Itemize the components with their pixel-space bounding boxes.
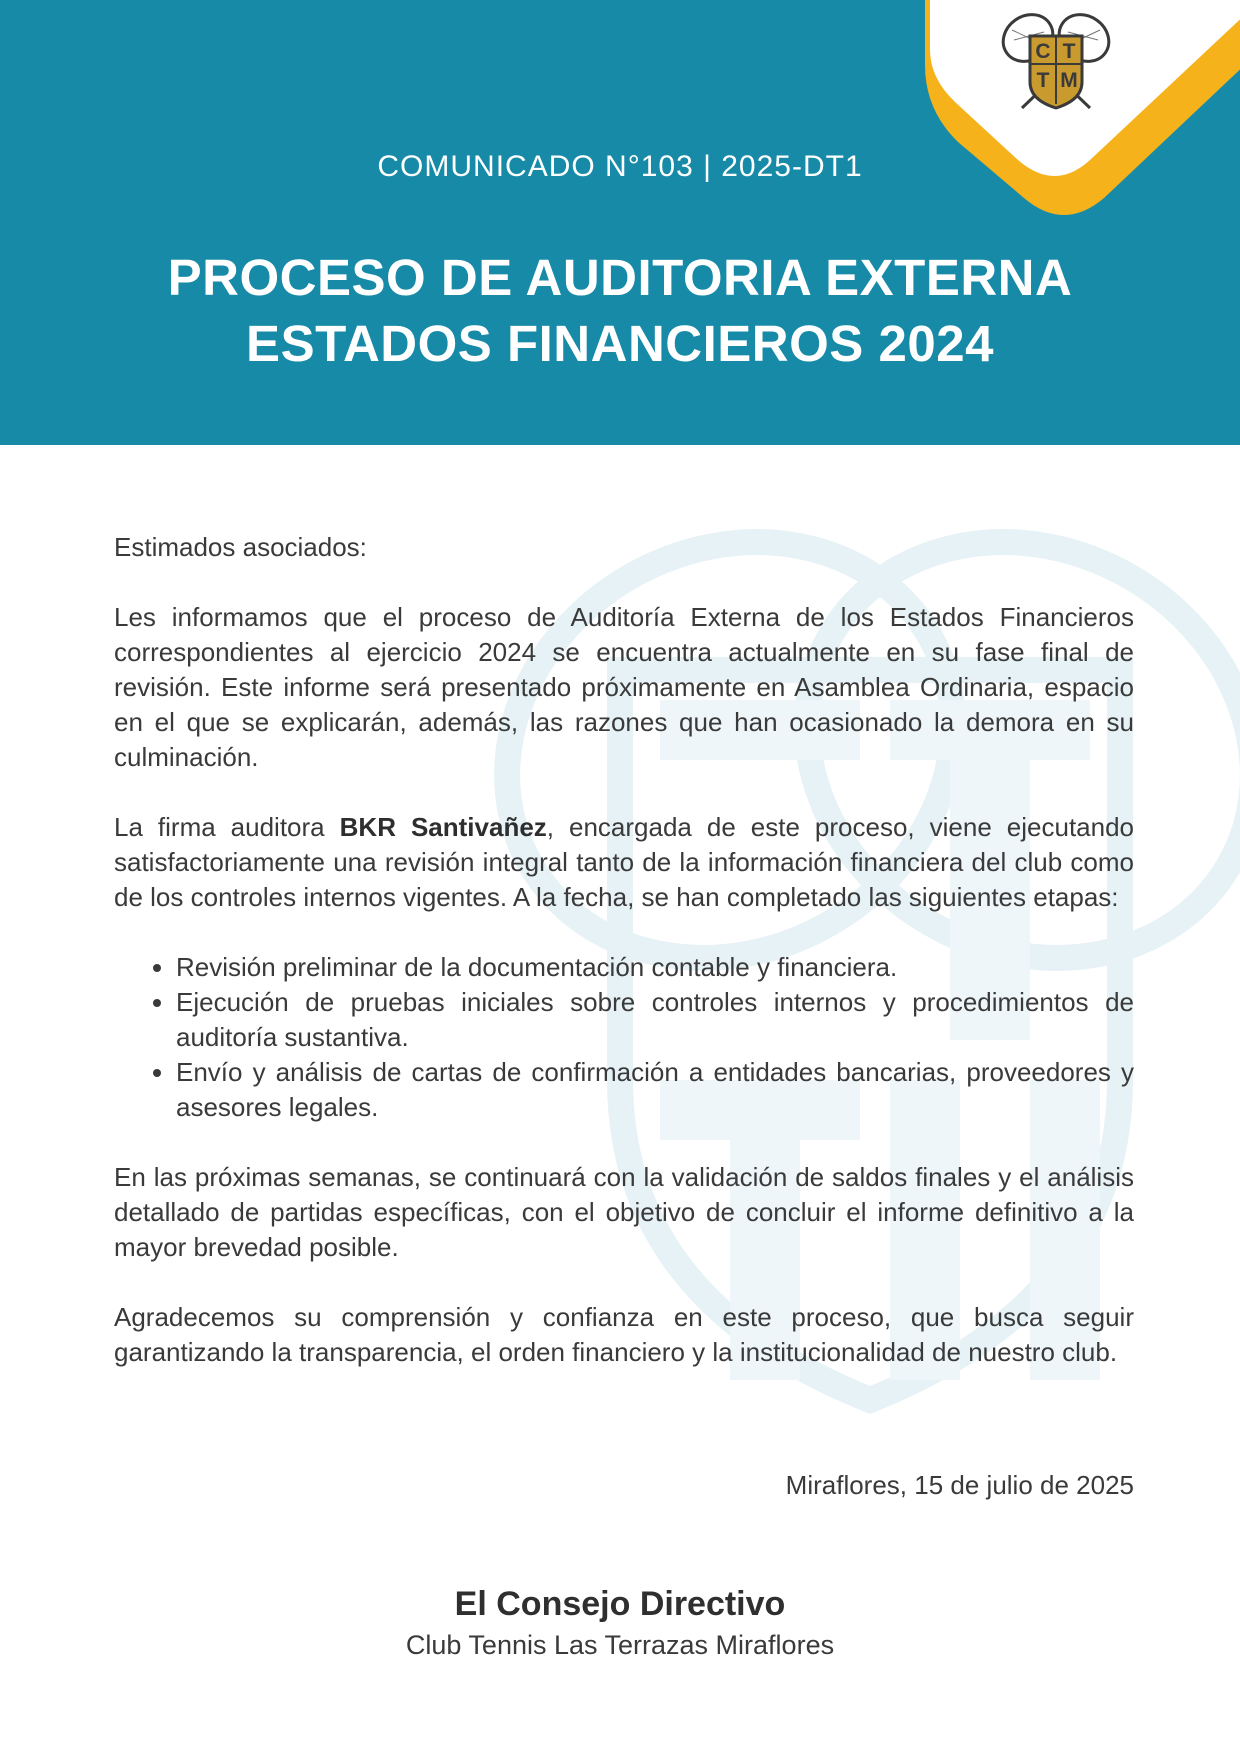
communique-number: COMUNICADO N°103 | 2025-DT1 — [377, 150, 863, 183]
paragraph-intro: Les informamos que el proceso de Auditoría Externa de los Estados Financieros correspondientes al ejercicio 2024 se encuentra actualmente en su fase final de revisión. Este informe será presentado próximamente en Asamblea Ordinaria, espacio en el que se explicarán, además, las razones que han ocasionado la demora en su culminación. — [114, 602, 1134, 772]
paragraph-next-steps: En las próximas semanas, se continuará con la validación de saldos finales y el análisis detallado de partidas específicas, con el objetivo de concluir el informe definitivo a la mayor brevedad posible. — [114, 1162, 1134, 1262]
paragraph-auditor-start: La firma auditora — [114, 812, 340, 842]
auditor-firm-name: BKR Santivañez — [339, 812, 547, 842]
list-item: • Ejecución de pruebas iniciales sobre controles internos y procedimientos de auditoría sustantiva. — [176, 985, 1134, 1055]
club-name: Club Tennis Las Terrazas Miraflores — [405, 1630, 835, 1660]
logo-letter: T — [1062, 40, 1076, 63]
page-title — [0, 245, 1240, 377]
letter-body — [114, 530, 1134, 1405]
logo-letter: T — [1036, 69, 1050, 92]
signature-name: El Consejo Directivo — [454, 1585, 786, 1623]
list-item: • Revisión preliminar de la documentación contable y financiera. — [176, 950, 1134, 985]
greeting: Estimados asociados: — [114, 532, 367, 562]
header-banner — [0, 0, 1240, 445]
list-item: • Envío y análisis de cartas de confirmación a entidades bancarias, proveedores y asesores legales. — [176, 1055, 1134, 1125]
logo-letter: C — [1035, 40, 1051, 63]
paragraph-auditor — [114, 810, 1134, 915]
letter-date: Miraflores, 15 de julio de 2025 — [785, 1470, 1134, 1500]
title-line-1: PROCESO DE AUDITORIA EXTERNA — [167, 249, 1073, 306]
corner-decoration — [0, 0, 1240, 445]
title-line-2: ESTADOS FINANCIEROS 2024 — [246, 315, 994, 372]
logo-letter: M — [1060, 69, 1078, 92]
paragraph-thanks: Agradecemos su comprensión y confianza en este proceso, que busca seguir garantizando la transparencia, el orden financiero y la institucionalidad de nuestro club. — [114, 1302, 1134, 1367]
stages-list — [114, 950, 1134, 1125]
paragraph-auditor-end: , encargada de este proceso, viene ejecutando satisfactoriamente una revisión integral tanto de la información financiera del club como de los controles internos vigentes. A la fecha, se han completado las siguientes etapas: — [114, 812, 1135, 912]
